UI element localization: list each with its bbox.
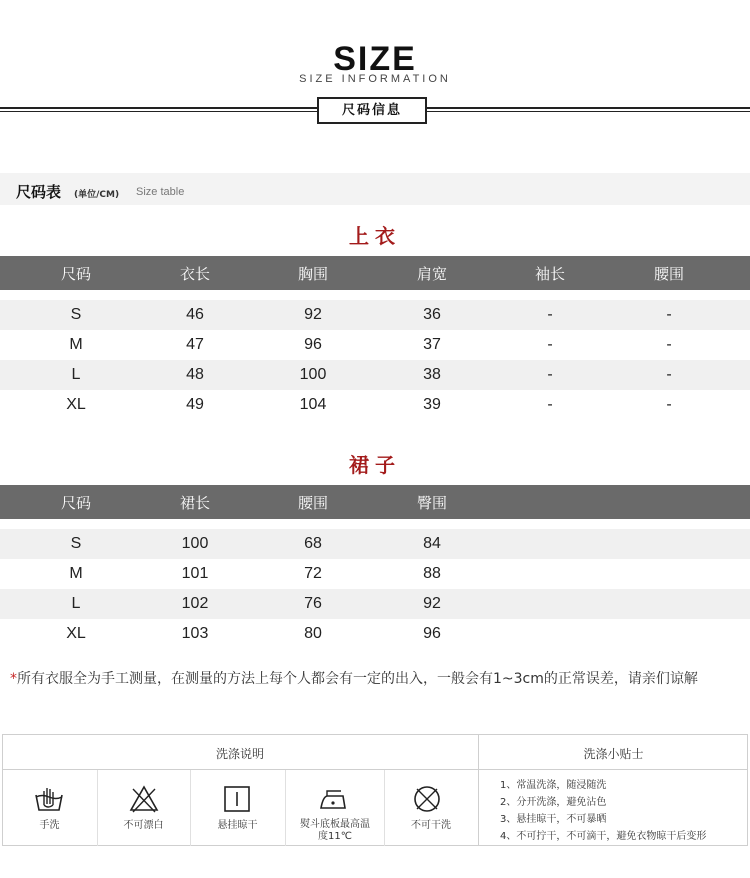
top-cell: -	[547, 336, 553, 353]
care-col-divider	[285, 770, 286, 846]
no-dry-clean-icon	[411, 783, 443, 815]
top-cell: 49	[186, 396, 204, 413]
top-cell: S	[70, 306, 82, 323]
size-table-label: 尺码表	[16, 183, 62, 201]
top-cell: 104	[299, 396, 327, 413]
care-tips-title: 洗涤小贴士	[583, 747, 644, 761]
top-cell: 92	[304, 306, 322, 323]
size-subtitle: SIZE INFORMATION	[299, 73, 451, 85]
no-bleach-icon	[128, 783, 160, 815]
top-cell: 38	[423, 366, 441, 383]
measurement-note	[10, 668, 750, 688]
skirt-cell: 100	[181, 535, 209, 552]
top-cell: -	[666, 306, 672, 323]
size-title: SIZE	[333, 40, 417, 78]
top-cell: -	[666, 336, 672, 353]
skirt-cell: 103	[181, 625, 209, 642]
size-info-badge: 尺码信息	[317, 97, 427, 124]
care-col-divider	[190, 770, 191, 846]
care-col-divider	[97, 770, 98, 846]
top-col-header: 袖长	[534, 265, 565, 283]
care-col-divider	[384, 770, 385, 846]
top-table-header	[0, 256, 750, 290]
care-tip: 1、常温洗涤，随浸随洗	[500, 780, 607, 791]
hang-dry-icon	[221, 783, 253, 815]
top-col-header: 胸围	[297, 265, 328, 283]
top-cell: M	[69, 336, 83, 353]
skirt-cell: 80	[304, 625, 322, 642]
size-table-english: Size table	[136, 186, 185, 198]
care-label: 不可漂白	[123, 820, 164, 831]
top-cell: 37	[423, 336, 441, 353]
care-label: 悬挂晾干	[217, 820, 258, 831]
skirt-cell: XL	[66, 625, 86, 642]
top-cell: 46	[186, 306, 204, 323]
top-cell: L	[71, 366, 81, 383]
top-col-header: 肩宽	[416, 265, 447, 283]
top-cell: 96	[304, 336, 322, 353]
skirt-cell: S	[70, 535, 82, 552]
skirt-table-header	[0, 485, 750, 519]
skirt-col-header: 尺码	[60, 494, 91, 512]
care-tip: 2、分开洗涤，避免沾色	[500, 797, 607, 808]
top-cell: 36	[423, 306, 441, 323]
skirt-cell: 96	[423, 625, 441, 642]
top-cell: -	[666, 396, 672, 413]
care-tip: 3、悬挂晾干，不可暴晒	[500, 814, 607, 825]
skirt-cell: 68	[304, 535, 322, 552]
care-label: 熨斗底板最高温度11℃	[300, 819, 370, 842]
top-cell: -	[547, 366, 553, 383]
skirt-cell: 92	[423, 595, 441, 612]
skirt-cell: 84	[423, 535, 441, 552]
skirt-cell: 101	[181, 565, 209, 582]
top-cell: 47	[186, 336, 204, 353]
top-cell: -	[547, 396, 553, 413]
skirt-col-header: 臀围	[416, 494, 447, 512]
top-cell: -	[666, 366, 672, 383]
skirt-cell: 72	[304, 565, 322, 582]
skirt-col-header: 裙长	[179, 494, 210, 512]
skirt-cell: 88	[423, 565, 441, 582]
care-label: 不可干洗	[411, 820, 451, 831]
top-section-title: 上衣	[349, 224, 401, 248]
care-instructions-title: 洗涤说明	[215, 747, 264, 761]
skirt-cell: M	[69, 565, 83, 582]
top-cell: 39	[423, 396, 441, 413]
top-col-header: 衣长	[179, 265, 210, 283]
top-cell: XL	[66, 396, 86, 413]
top-col-header: 尺码	[60, 265, 91, 283]
iron-icon	[317, 783, 349, 815]
skirt-section-title: 裙子	[349, 453, 401, 477]
care-divider	[2, 769, 748, 770]
note-star: *	[10, 671, 17, 687]
skirt-col-header: 腰围	[297, 494, 328, 512]
top-cell: 48	[186, 366, 204, 383]
top-cell: 100	[299, 366, 327, 383]
top-cell: -	[547, 306, 553, 323]
note-text: 所有衣服全为手工测量，在测量的方法上每个人都会有一定的出入，一般会有1~3cm的正常误差，请亲们谅解	[17, 671, 698, 687]
skirt-cell: 76	[304, 595, 322, 612]
care-tip: 4、不可拧干，不可滴干，避免衣物晾干后变形	[500, 831, 707, 842]
skirt-cell: L	[71, 595, 81, 612]
skirt-cell: 102	[181, 595, 209, 612]
hand-wash-icon	[33, 783, 65, 815]
size-table-unit: (单位/CM)	[74, 190, 120, 200]
top-col-header: 腰围	[653, 265, 684, 283]
care-label: 手洗	[39, 820, 60, 831]
